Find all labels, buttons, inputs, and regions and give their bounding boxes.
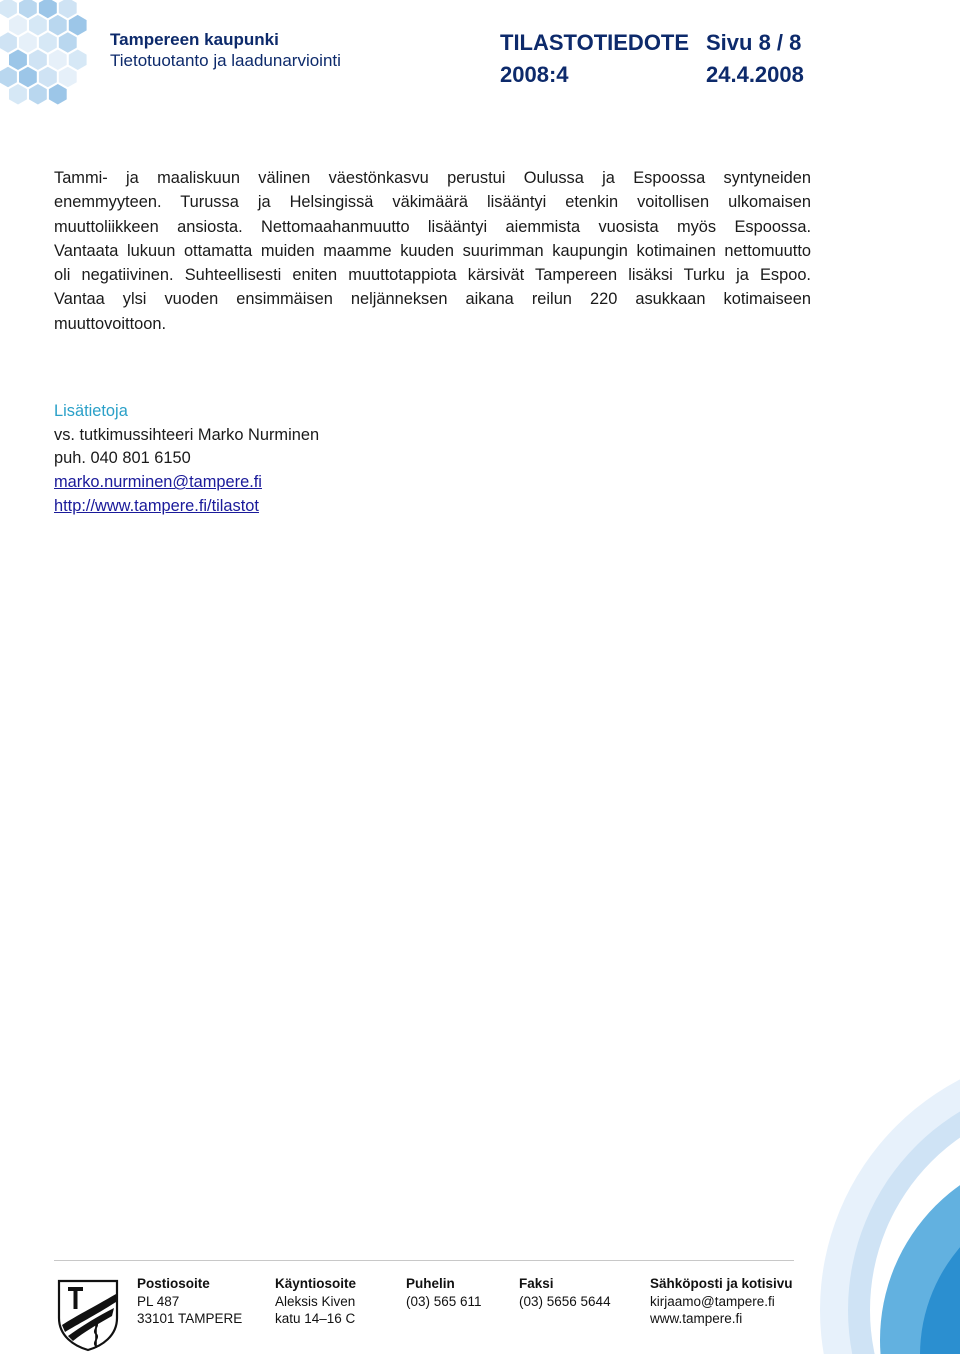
blue-arc-decoration-icon	[780, 1010, 960, 1354]
paragraph-line: oli negatiivinen. Suhteellisesti eniten muuttotappiota kärsivät Tampereen lisäksi Turku ja Espoo.	[54, 266, 811, 285]
footer-heading: Postiosoite	[137, 1276, 210, 1291]
hexagon-cell	[19, 32, 37, 53]
hexagon-cell	[49, 15, 67, 36]
contact-heading: Lisätietoja	[54, 402, 128, 420]
paragraph-line: Vantaa ylsi vuoden ensimmäisen neljänneksen aikana reilun 220 asukkaan kotimaiseen	[54, 290, 811, 309]
hexagon-cell	[39, 32, 57, 53]
footer-heading: Käyntiosoite	[275, 1276, 357, 1291]
hexagon-cell	[49, 84, 67, 105]
hexagon-cell	[0, 67, 17, 88]
footer-value: (03) 565 611	[406, 1293, 482, 1309]
hexagon-cell	[59, 32, 77, 53]
issue-date: 24.4.2008	[706, 62, 804, 87]
hexagon-cell	[69, 15, 87, 36]
hexagon-cell	[19, 67, 37, 88]
footer-column-visiting	[275, 1275, 356, 1328]
document-type: TILASTOTIEDOTE	[500, 30, 690, 55]
footer-heading: Faksi	[519, 1276, 554, 1291]
hexagon-cell	[39, 67, 57, 88]
footer-value: www.tampere.fi	[650, 1311, 743, 1326]
hexagon-cell	[9, 15, 27, 36]
footer-column-fax	[519, 1275, 611, 1310]
hexagon-cell	[29, 15, 47, 36]
statistics-url-link[interactable]: http://www.tampere.fi/tilastot	[54, 496, 259, 515]
footer-value: Aleksis Kiven	[275, 1293, 356, 1309]
honeycomb-logo-icon	[0, 0, 100, 110]
contact-email-link[interactable]: marko.nurminen@tampere.fi	[54, 473, 262, 492]
footer-heading: Sähköposti ja kotisivu	[650, 1276, 793, 1291]
contact-info	[54, 400, 319, 519]
paragraph-line: Tammi- ja maaliskuun välinen väestönkasvu perustui Oulussa ja Espoossa syntyneiden	[54, 169, 811, 187]
hexagon-cell	[69, 50, 87, 71]
paragraph-line: Vantaata lukuun ottamatta muiden maamme kuuden suurimman kaupungin kotimainen nettomuutto	[54, 241, 811, 260]
footer-value: kirjaamo@tampere.fi	[650, 1293, 775, 1309]
hexagon-cell	[49, 50, 67, 71]
footer-heading: Puhelin	[406, 1276, 455, 1291]
org-unit: Tietotuotanto ja laadunarviointi	[110, 51, 341, 70]
paragraph-line: muuttoliikkeen ansiosta. Nettomaahanmuutto lisääntyi aiemmista vuosista myös Espoossa.	[54, 217, 811, 236]
page-number: Sivu 8 / 8	[706, 30, 802, 55]
hexagon-cell	[29, 84, 47, 105]
hexagon-cell	[19, 0, 37, 18]
footer-column-phone	[406, 1275, 482, 1310]
contact-person: vs. tutkimussihteeri Marko Nurminen	[54, 425, 320, 444]
footer-divider	[54, 1260, 794, 1261]
body-paragraph	[54, 166, 811, 336]
hexagon-cell	[29, 50, 47, 71]
org-name: Tampereen kaupunki	[110, 30, 279, 49]
footer-value: PL 487	[137, 1293, 180, 1309]
footer-value: 33101 TAMPERE	[137, 1311, 243, 1326]
coat-of-arms-icon	[56, 1278, 120, 1352]
hexagon-cell	[59, 0, 77, 18]
hexagon-cell	[9, 84, 27, 105]
hexagon-cell	[59, 67, 77, 88]
footer-value: katu 14–16 C	[275, 1311, 356, 1326]
paragraph-line: enemmyyteen. Turussa ja Helsingissä väkimäärä lisääntyi etenkin voitollisen ulkomaisen	[54, 193, 811, 212]
footer-column-email-web	[650, 1275, 793, 1328]
issue-number: 2008:4	[500, 62, 569, 87]
hexagon-cell	[0, 32, 17, 53]
footer-value: (03) 5656 5644	[519, 1293, 611, 1309]
hexagon-cell	[0, 0, 17, 18]
hexagon-cell	[9, 50, 27, 71]
hexagon-cell	[39, 0, 57, 18]
contact-phone: puh. 040 801 6150	[54, 449, 191, 468]
footer-column-postal	[137, 1275, 242, 1328]
paragraph-line: muuttovoittoon.	[54, 314, 167, 333]
